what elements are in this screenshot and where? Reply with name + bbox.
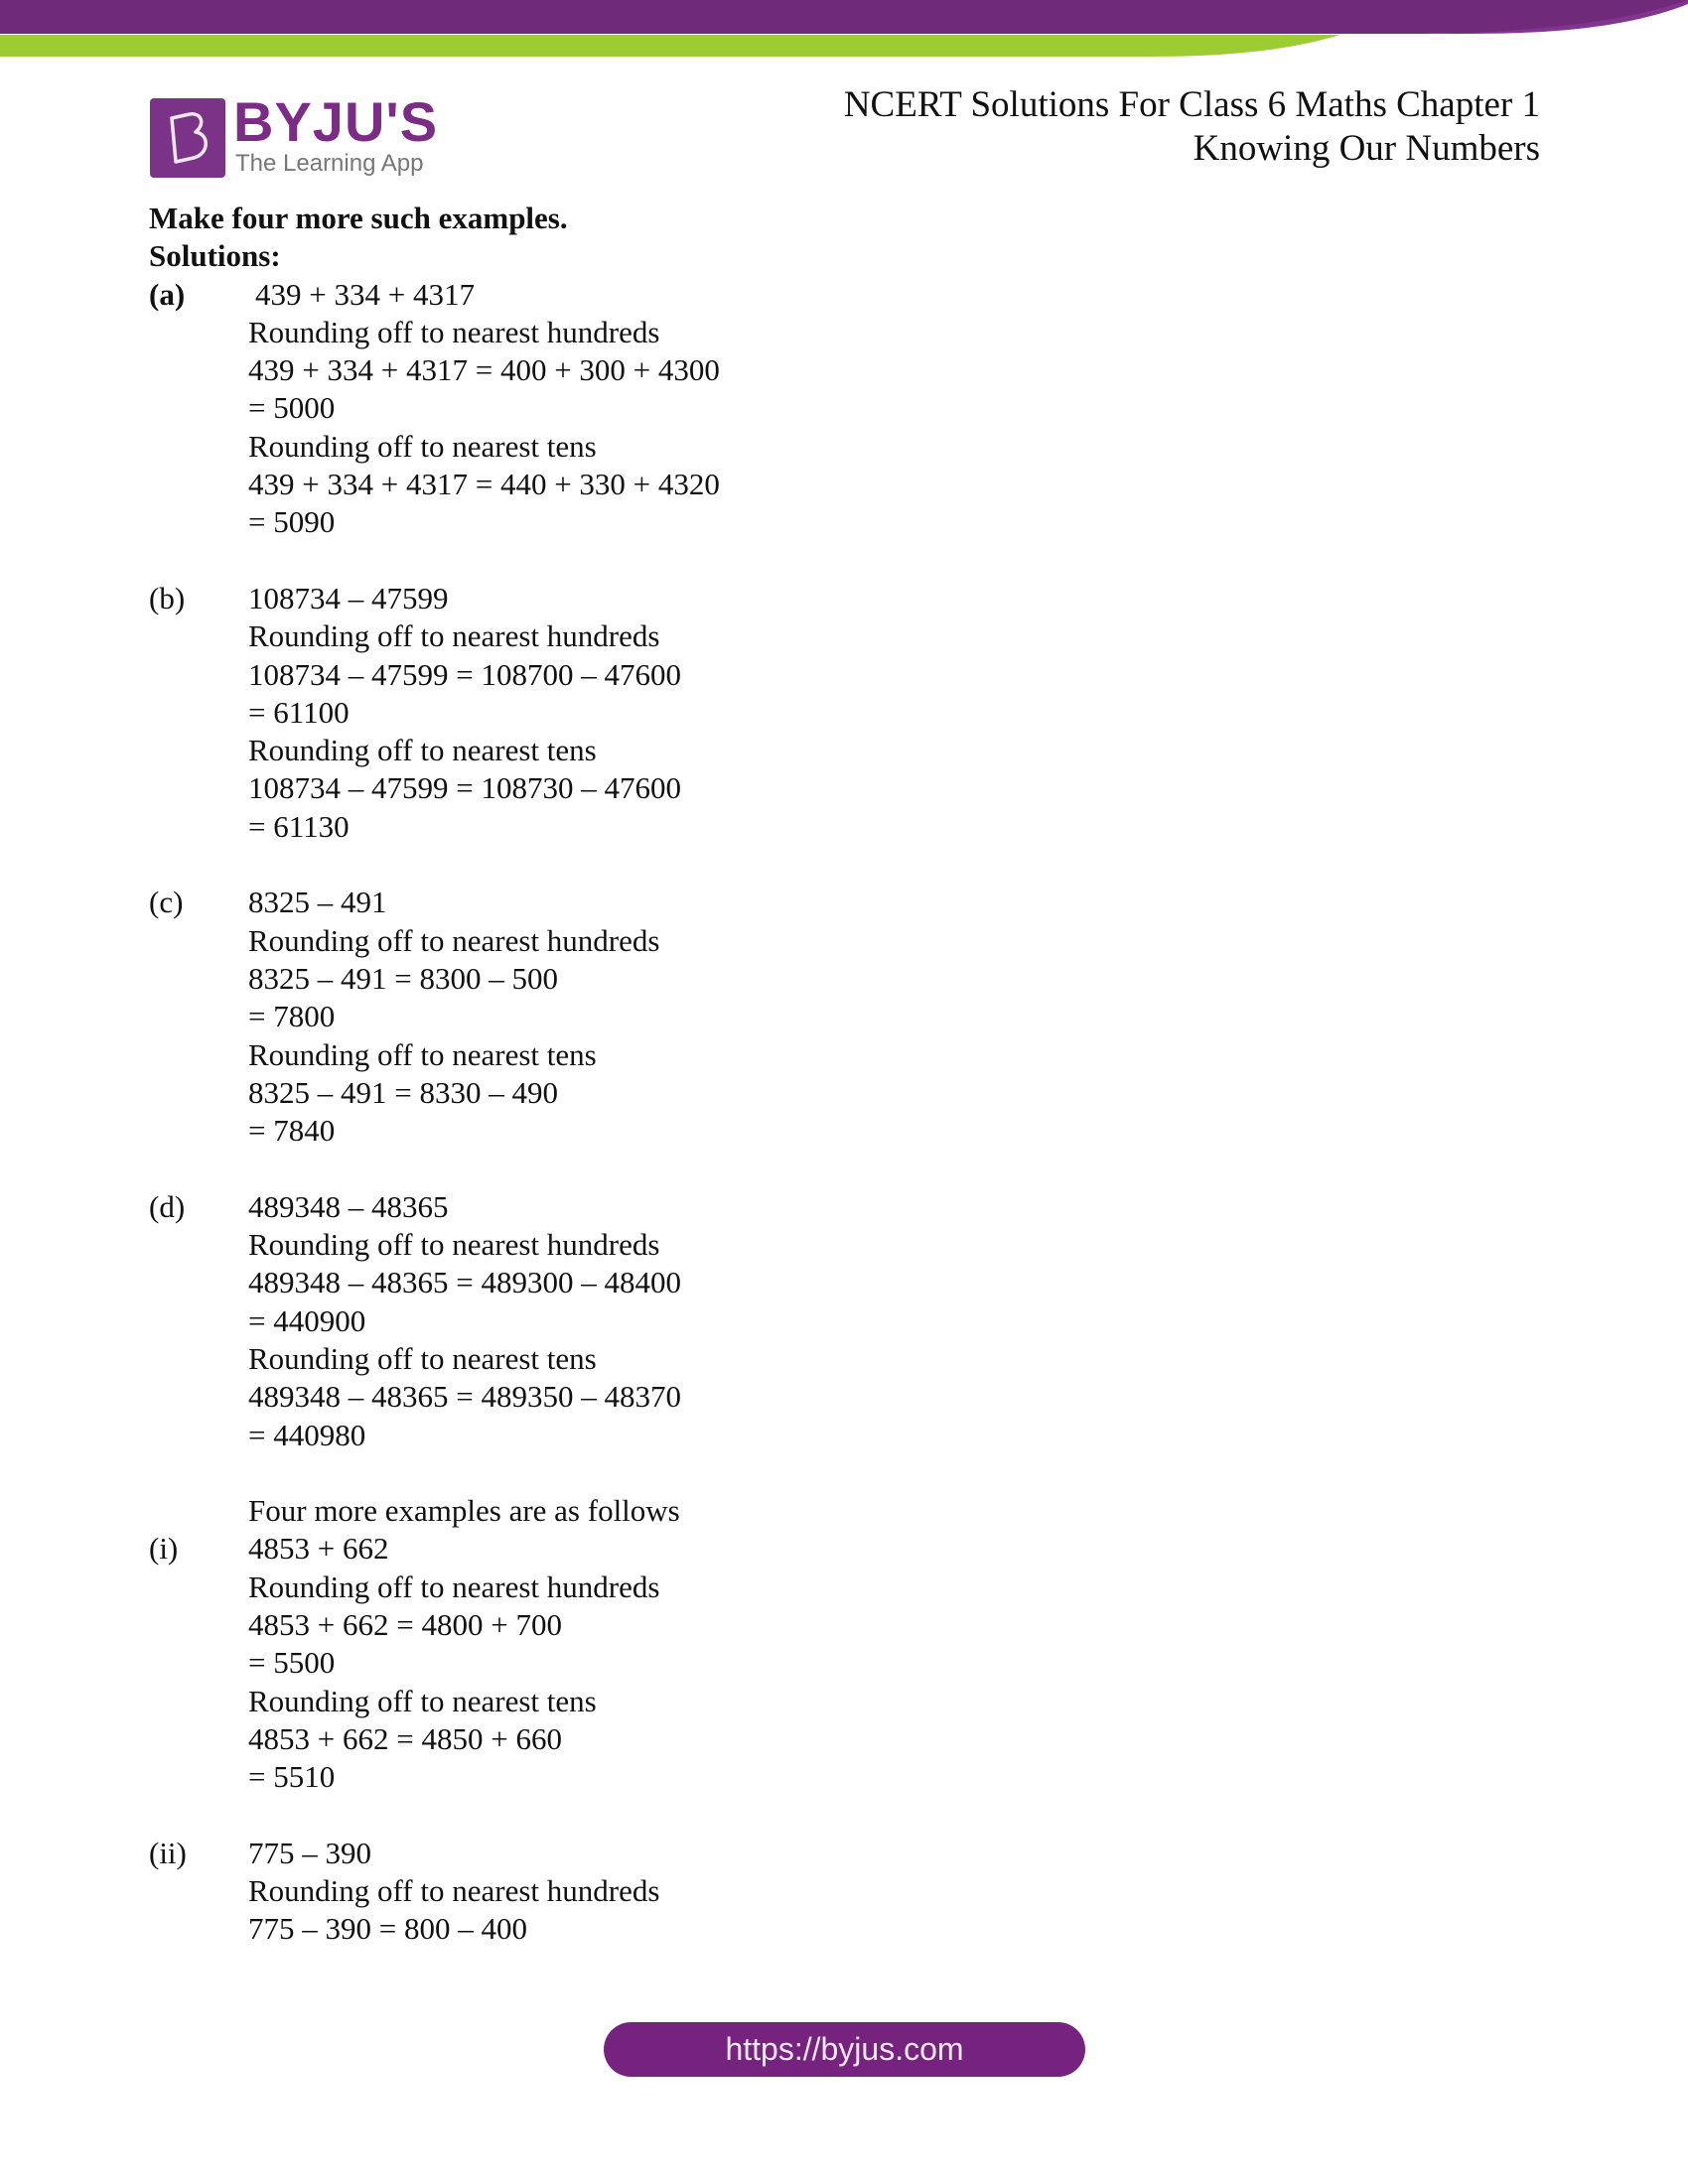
solution-line: = 61100 [248,694,350,730]
section-label: (b) [149,580,186,615]
solution-line: 439 + 334 + 4317 = 400 + 300 + 4300 [248,352,720,388]
solution-line: 108734 – 47599 = 108730 – 47600 [248,770,681,806]
section-label: (i) [149,1531,179,1567]
solution-line: = 5090 [248,504,336,540]
solution-line: Rounding off to nearest tens [248,1036,597,1072]
expression: 4853 + 662 [248,1531,389,1567]
expression: 775 – 390 [248,1835,371,1870]
solution-line: = 7800 [248,999,336,1034]
solution-line: = 5510 [248,1759,336,1795]
section-label: (a) [149,276,186,312]
document-title-line-2: Knowing Our Numbers [1193,128,1540,169]
section-b [149,580,1043,617]
solution-content [149,200,1043,1949]
solution-line: 439 + 334 + 4317 = 440 + 330 + 4320 [248,467,720,502]
solution-line: Rounding off to nearest hundreds [248,1569,660,1604]
section-i [149,1530,1043,1568]
solution-line: Rounding off to nearest hundreds [248,1227,660,1263]
solution-line: 4853 + 662 = 4800 + 700 [248,1606,562,1642]
byjus-logo [150,90,439,180]
solution-line: Rounding off to nearest hundreds [248,1873,660,1909]
solution-line: = 61130 [248,808,350,844]
brand-tagline: The Learning App [235,150,424,177]
solution-line: Rounding off to nearest tens [248,1683,597,1718]
section-label: (d) [149,1188,186,1224]
section-d [149,1188,1043,1226]
expression: 8325 – 491 [248,885,387,920]
solution-line: 8325 – 491 = 8330 – 490 [248,1074,558,1110]
solution-line: = 5500 [248,1645,336,1681]
solution-line: Rounding off to nearest tens [248,733,597,768]
solution-line: 8325 – 491 = 8300 – 500 [248,960,558,996]
solution-line: Rounding off to nearest hundreds [248,314,660,349]
brand-name: BYJU'S [233,90,439,153]
solution-line: 489348 – 48365 = 489300 – 48400 [248,1265,681,1300]
section-a [149,276,1043,314]
solution-line: = 440900 [248,1302,366,1338]
solution-line: Rounding off to nearest hundreds [248,922,660,958]
solutions-heading: Solutions: [149,238,281,274]
solution-line: Rounding off to nearest hundreds [248,618,660,654]
document-title-line-1: NCERT Solutions For Class 6 Maths Chapter 1 [843,84,1540,125]
solution-line: 4853 + 662 = 4850 + 660 [248,1720,562,1756]
more-examples-intro: Four more examples are as follows [248,1493,680,1529]
logo-b-icon [150,98,225,178]
solution-line: Rounding off to nearest tens [248,1340,597,1376]
solution-line: = 7840 [248,1113,336,1149]
section-ii [149,1835,1043,1872]
solution-line: = 5000 [248,390,336,426]
expression: 489348 – 48365 [248,1188,449,1224]
solution-line: 489348 – 48365 = 489350 – 48370 [248,1379,681,1415]
solution-line: 775 – 390 = 800 – 400 [248,1911,527,1947]
solution-line: = 440980 [248,1417,366,1452]
spacer [149,542,1043,580]
spacer [149,1454,1043,1492]
spacer [149,1150,1043,1187]
spacer [149,846,1043,884]
spacer [149,1796,1043,1834]
document-title [844,83,1540,171]
solution-line: Rounding off to nearest tens [248,428,597,464]
section-label: (ii) [149,1835,187,1870]
question-text: Make four more such examples. [149,201,568,235]
solution-line: 108734 – 47599 = 108700 – 47600 [248,656,681,692]
section-c [149,884,1043,921]
header-banner [0,0,1688,69]
section-label: (c) [149,885,184,920]
byjus-website-link[interactable]: https://byjus.com [604,2022,1085,2077]
expression: 108734 – 47599 [248,580,449,615]
expression: 439 + 334 + 4317 [255,276,475,312]
